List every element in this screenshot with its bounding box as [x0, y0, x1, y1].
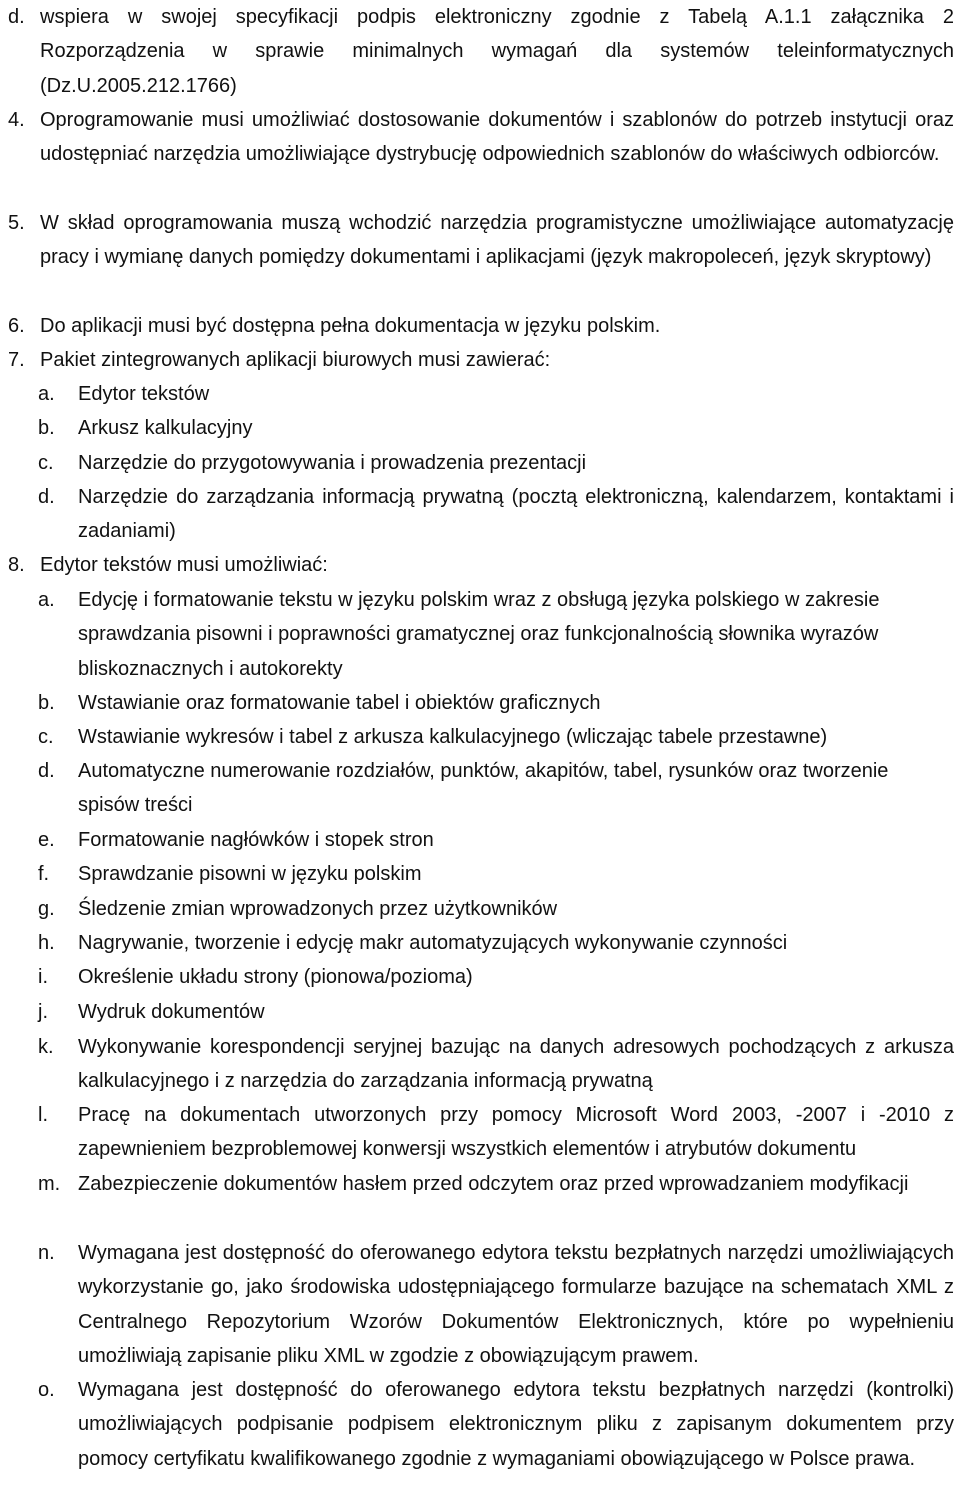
list-item-text: Śledzenie zmian wprowadzonych przez użytkowników	[78, 898, 558, 920]
list-item-text: Edytor tekstów musi umożliwiać:	[40, 554, 328, 576]
list-item	[38, 960, 954, 994]
list-item-text: Narzędzie do przygotowywania i prowadzenia prezentacji	[78, 452, 587, 474]
list-item-text: Wymagana jest dostępność do oferowanego edytora tekstu bezpłatnych narzędzi (kontrolki) umożliwiających podpisanie podpisem elektronicznym pliku z zapisanym dokumentem przy pomocy certyfikatu kwalifikowanego zgodnie z wymaganiami obowiązującego w Polsce prawa.	[78, 1379, 954, 1470]
list-marker: f.	[38, 863, 50, 885]
list-item	[38, 686, 954, 720]
list-item	[38, 411, 954, 445]
list-item-text: Wydruk dokumentów	[78, 1001, 265, 1023]
list-marker: i.	[38, 966, 48, 988]
list-marker: d.	[38, 760, 55, 782]
list-item	[38, 1098, 954, 1167]
list-item-text: Pakiet zintegrowanych aplikacji biurowych musi zawierać:	[40, 349, 551, 371]
list-marker: b.	[38, 692, 55, 714]
list-item-text: Wstawianie oraz formatowanie tabel i obiektów graficznych	[78, 692, 601, 714]
list-item	[38, 446, 954, 480]
list-marker: e.	[38, 829, 55, 851]
list-item	[38, 480, 954, 549]
list-marker: d.	[8, 6, 25, 28]
list-marker: g.	[38, 898, 55, 920]
list-item-text: Wykonywanie korespondencji seryjnej bazując na danych adresowych pochodzących z arkusza kalkulacyjnego i z narzędzia do zarządzania informacją prywatną	[78, 1036, 954, 1093]
list-item	[38, 1167, 954, 1201]
list-item	[38, 1373, 954, 1476]
list-item	[38, 995, 954, 1029]
list-marker: 7.	[8, 349, 25, 371]
list-item	[8, 343, 954, 377]
list-item-text: Oprogramowanie musi umożliwiać dostosowanie dokumentów i szablonów do potrzeb instytucji oraz udostępniać narzędzia umożliwiające dystrybucję odpowiednich szablonów do właściwych odbiorców.	[40, 109, 954, 166]
list-marker: 4.	[8, 109, 25, 131]
list-item-text: Nagrywanie, tworzenie i edycję makr automatyzujących wykonywanie czynności	[78, 932, 788, 954]
list-item-text: Pracę na dokumentach utworzonych przy pomocy Microsoft Word 2003, -2007 i -2010 z zapewnieniem bezproblemowej konwersji wszystkich elementów i atrybutów dokumentu	[78, 1104, 954, 1161]
list-item	[38, 857, 954, 891]
list-marker: c.	[38, 452, 54, 474]
list-item-text: wspiera w swojej specyfikacji podpis elektroniczny zgodnie z Tabelą A.1.1 załącznika 2 Rozporządzenia w sprawie minimalnych wymagań dla systemów teleinformatycznych (Dz.U.2005.212.1766)	[40, 6, 954, 97]
list-item-text: Określenie układu strony (pionowa/pozioma)	[78, 966, 473, 988]
list-item-text: Edycję i formatowanie tekstu w języku polskim wraz z obsługą języka polskiego w zakresie sprawdzania pisowni i poprawności gramatycznej oraz funkcjonalnością słownika wyrazów bliskoznacznych i autokorekty	[78, 589, 880, 680]
list-item	[38, 926, 954, 960]
list-item-text: Edytor tekstów	[78, 383, 210, 405]
list-item-text: Zabezpieczenie dokumentów hasłem przed odczytem oraz przed wprowadzaniem modyfikacji	[78, 1173, 909, 1195]
list-marker: b.	[38, 417, 55, 439]
list-marker: a.	[38, 383, 55, 405]
list-item-text: Arkusz kalkulacyjny	[78, 417, 253, 439]
list-item	[38, 720, 954, 754]
list-item	[8, 103, 954, 172]
list-item	[38, 377, 954, 411]
list-item	[38, 754, 954, 823]
list-item	[38, 1236, 954, 1373]
list-item-text: Wstawianie wykresów i tabel z arkusza kalkulacyjnego (wliczając tabele przestawne)	[78, 726, 828, 748]
list-marker: 8.	[8, 554, 25, 576]
list-marker: d.	[38, 486, 55, 508]
list-item-text: Narzędzie do zarządzania informacją prywatną (pocztą elektroniczną, kalendarzem, kontaktami i zadaniami)	[78, 486, 954, 543]
list-marker: o.	[38, 1379, 55, 1401]
list-marker: j.	[38, 1001, 48, 1023]
list-marker: 5.	[8, 212, 25, 234]
list-item-text: Automatyczne numerowanie rozdziałów, punktów, akapitów, tabel, rysunków oraz tworzenie spisów treści	[78, 760, 889, 817]
list-item-text: W skład oprogramowania muszą wchodzić narzędzia programistyczne umożliwiające automatyzację pracy i wymianę danych pomiędzy dokumentami i aplikacjami (język makropoleceń, język skryptowy)	[40, 212, 954, 269]
list-item-text: Sprawdzanie pisowni w języku polskim	[78, 863, 422, 885]
list-marker: n.	[38, 1242, 55, 1264]
list-item	[38, 1030, 954, 1099]
list-item-text: Formatowanie nagłówków i stopek stron	[78, 829, 434, 851]
list-marker: l.	[38, 1104, 48, 1126]
list-item	[38, 583, 954, 686]
list-marker: c.	[38, 726, 54, 748]
list-item	[8, 309, 954, 343]
list-item	[8, 206, 954, 275]
list-marker: 6.	[8, 315, 25, 337]
list-item	[8, 548, 954, 582]
list-marker: k.	[38, 1036, 54, 1058]
list-item	[38, 823, 954, 857]
list-item-text: Wymagana jest dostępność do oferowanego edytora tekstu bezpłatnych narzędzi umożliwiających wykorzystanie go, jako środowiska udostępniającego formularze bazujące na schematach XML z Centralnego Repozytorium Wzorów Dokumentów Elektronicznych, które po wypełnieniu umożliwiają zapisanie pliku XML w zgodzie z obowiązującym prawem.	[78, 1242, 954, 1367]
list-item	[38, 892, 954, 926]
list-marker: h.	[38, 932, 55, 954]
list-marker: a.	[38, 589, 55, 611]
list-item-text: Do aplikacji musi być dostępna pełna dokumentacja w języku polskim.	[40, 315, 661, 337]
list-item	[8, 0, 954, 103]
list-marker: m.	[38, 1173, 61, 1195]
